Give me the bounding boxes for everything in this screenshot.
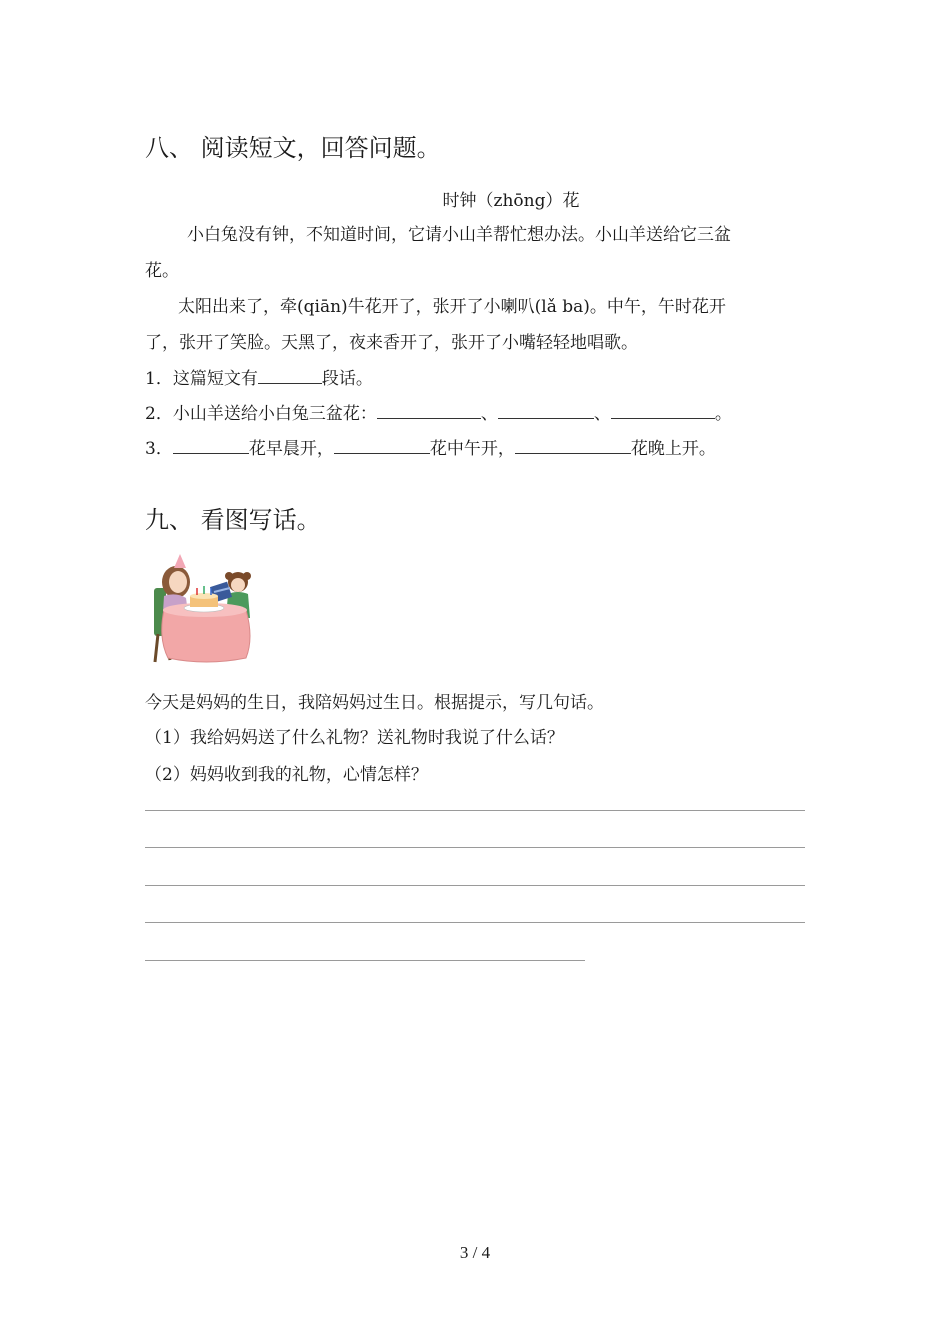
hint-1: （1）我给妈妈送了什么礼物？送礼物时我说了什么话？ bbox=[145, 728, 564, 748]
question-2-blank-1[interactable] bbox=[377, 404, 481, 419]
question-3-blank-2[interactable] bbox=[334, 439, 430, 454]
question-1 bbox=[145, 364, 373, 389]
passage-paragraph-1-line-2: 花。 bbox=[145, 261, 179, 281]
passage-paragraph-2-line-2: 了，张开了笑脸。天黑了，夜来香开了，张开了小嘴轻轻地唱歌。 bbox=[145, 333, 638, 353]
passage-paragraph-2-line-1: 太阳出来了，牵(qiān)牛花开了，张开了小喇叭(lǎ ba)。中午，午时花开 bbox=[178, 297, 726, 317]
question-3 bbox=[145, 434, 716, 459]
question-3-blank-1[interactable] bbox=[173, 439, 249, 454]
question-2-blank-2[interactable] bbox=[498, 404, 594, 419]
writing-prompt: 今天是妈妈的生日，我陪妈妈过生日。根据提示，写几句话。 bbox=[145, 693, 604, 713]
question-3-part-3: 花晚上开。 bbox=[630, 439, 716, 459]
section-8-heading: 八、 阅读短文，回答问题。 bbox=[145, 134, 441, 162]
question-2-blank-3[interactable] bbox=[611, 404, 715, 419]
page-number: 3 / 4 bbox=[459, 1243, 491, 1262]
question-1-suffix: 段话。 bbox=[321, 369, 373, 389]
question-1-prefix: 1．这篇短文有 bbox=[145, 369, 258, 389]
question-3-part-1: 花早晨开， bbox=[248, 439, 334, 459]
writing-line-1[interactable] bbox=[145, 810, 805, 811]
question-2-separator-2: 、 bbox=[593, 404, 611, 424]
birthday-illustration bbox=[150, 548, 262, 668]
writing-line-3[interactable] bbox=[145, 885, 805, 886]
question-3-part-2: 花中午开， bbox=[429, 439, 515, 459]
passage-paragraph-1-line-1: 小白兔没有钟，不知道时间，它请小山羊帮忙想办法。小山羊送给它三盆 bbox=[187, 225, 731, 245]
question-2-prefix: 2．小山羊送给小白兔三盆花： bbox=[145, 404, 377, 424]
writing-line-5[interactable] bbox=[145, 960, 585, 961]
writing-line-2[interactable] bbox=[145, 847, 805, 848]
hint-2: （2）妈妈收到我的礼物，心情怎样？ bbox=[145, 765, 428, 785]
passage-title: 时钟（zhōng）花 bbox=[442, 191, 580, 211]
question-3-prefix: 3． bbox=[145, 439, 173, 459]
question-2-end: 。 bbox=[714, 404, 732, 424]
question-2 bbox=[145, 399, 732, 424]
writing-line-4[interactable] bbox=[145, 922, 805, 923]
question-1-blank[interactable] bbox=[258, 369, 322, 384]
question-2-separator-1: 、 bbox=[480, 404, 498, 424]
section-9-heading: 九、 看图写话。 bbox=[145, 506, 321, 534]
question-3-blank-3[interactable] bbox=[515, 439, 631, 454]
